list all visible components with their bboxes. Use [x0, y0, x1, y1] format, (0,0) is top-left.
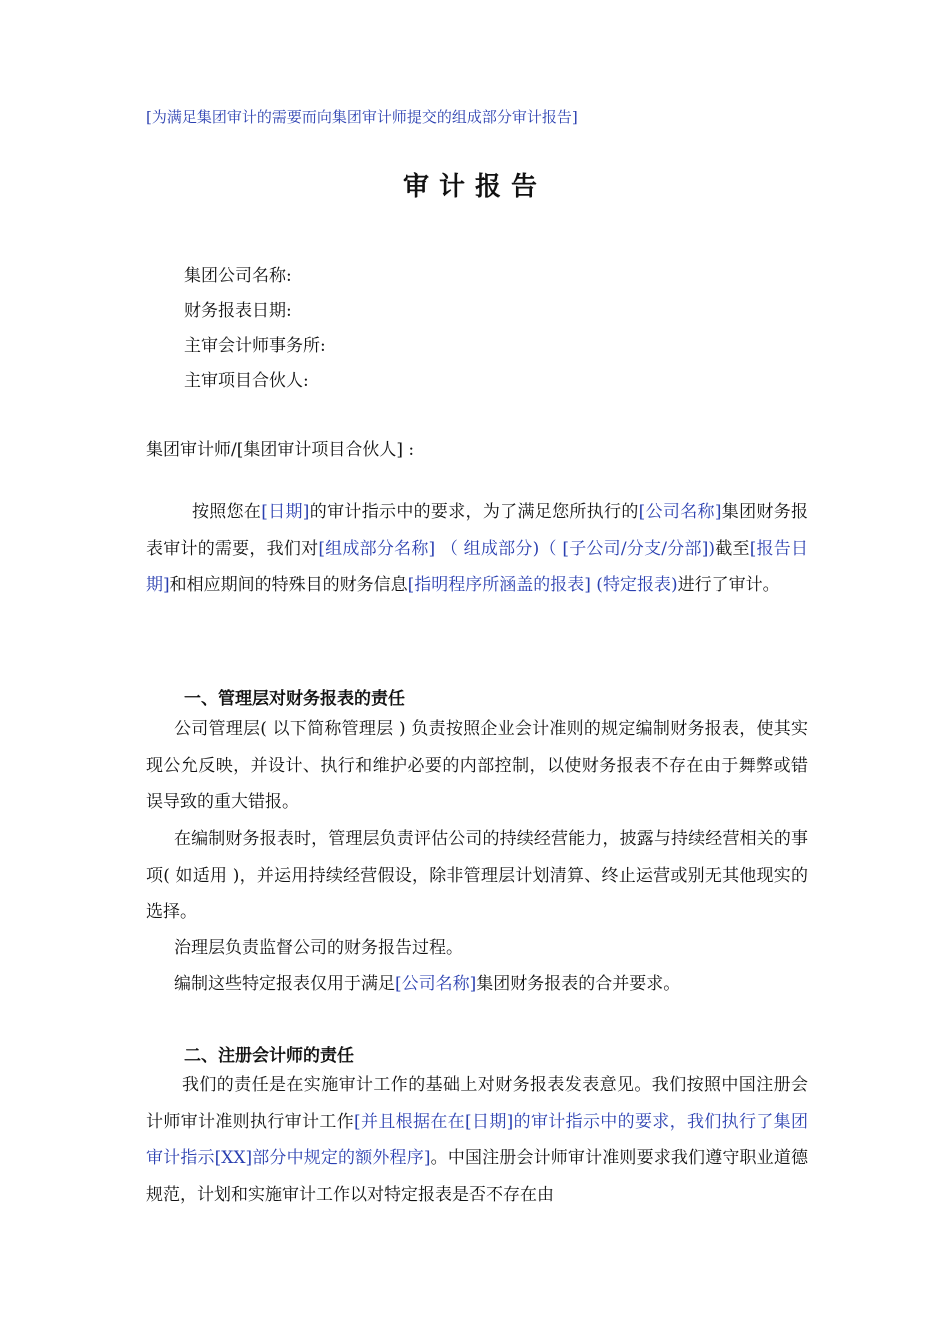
meta-lead-partner: 主审项目合伙人:: [184, 371, 309, 391]
placeholder-company-name-2: [公司名称]: [395, 974, 477, 994]
intro-paragraph: 按照您在[日期]的审计指示中的要求，为了满足您所执行的[公司名称]集团财务报表审计的需要，我们对[组成部分名称] （ 组成部分)（ [子公司/分支/分部])截至[报告日期]和相应期间的特殊目的财务信息[指明程序所涵盖的报表] (特定报表)进行了审计。: [146, 502, 809, 595]
placeholder-company-name: [公司名称]: [638, 502, 722, 522]
page-title: 审计报告: [402, 172, 547, 202]
placeholder-date: [日期]: [261, 502, 310, 522]
section2-heading: 二、注册会计师的责任: [184, 1046, 354, 1066]
header-note: [为满足集团审计的需要而向集团审计师提交的组成部分审计报告]: [146, 108, 578, 126]
placeholder-report-date: [报告日期]: [146, 538, 809, 595]
meta-lead-firm: 主审会计师事务所:: [184, 336, 326, 356]
section1-para2: 在编制财务报表时，管理层负责评估公司的持续经营能力，披露与持续经营相关的事项( 如适用 )，并运用持续经营假设，除非管理层计划清算、终止运营或别无其他现实的选择。: [146, 829, 808, 922]
meta-report-date: 财务报表日期:: [184, 301, 292, 321]
section1-para3: 治理层负责监督公司的财务报告过程。: [174, 938, 463, 958]
section2-para1: 我们的责任是在实施审计工作的基础上对财务报表发表意见。我们按照中国注册会计师审计准则执行审计工作[并且根据在在[日期]的审计指示中的要求，我们执行了集团审计指示[XX]部分中规定的额外程序]。中国注册会计师审计准则要求我们遵守职业道德规范，计划和实施审计工作以对特定报表是否不存在由: [146, 1075, 809, 1205]
section1-para1: 公司管理层( 以下简称管理层 ) 负责按照企业会计准则的规定编制财务报表，使其实现公允反映，并设计、执行和维护必要的内部控制，以使财务报表不存在由于舞弊或错误导致的重大错报。: [146, 719, 808, 812]
placeholder-component: [组成部分名称] （ 组成部分)（ [子公司/分支/分部]): [318, 538, 715, 559]
placeholder-statements: [指明程序所涵盖的报表] (特定报表): [407, 575, 678, 595]
meta-group-company: 集团公司名称:: [184, 266, 292, 286]
addressee: 集团审计师/[集团审计项目合伙人] :: [146, 440, 415, 460]
section1-heading: 一、管理层对财务报表的责任: [184, 689, 405, 709]
section1-para4: 编制这些特定报表仅用于满足[公司名称]集团财务报表的合并要求。: [174, 974, 681, 994]
placeholder-extra-procedures: [并且根据在在[日期]的审计指示中的要求，我们执行了集团审计指示[XX]部分中规定的额外程序]: [146, 1111, 808, 1168]
